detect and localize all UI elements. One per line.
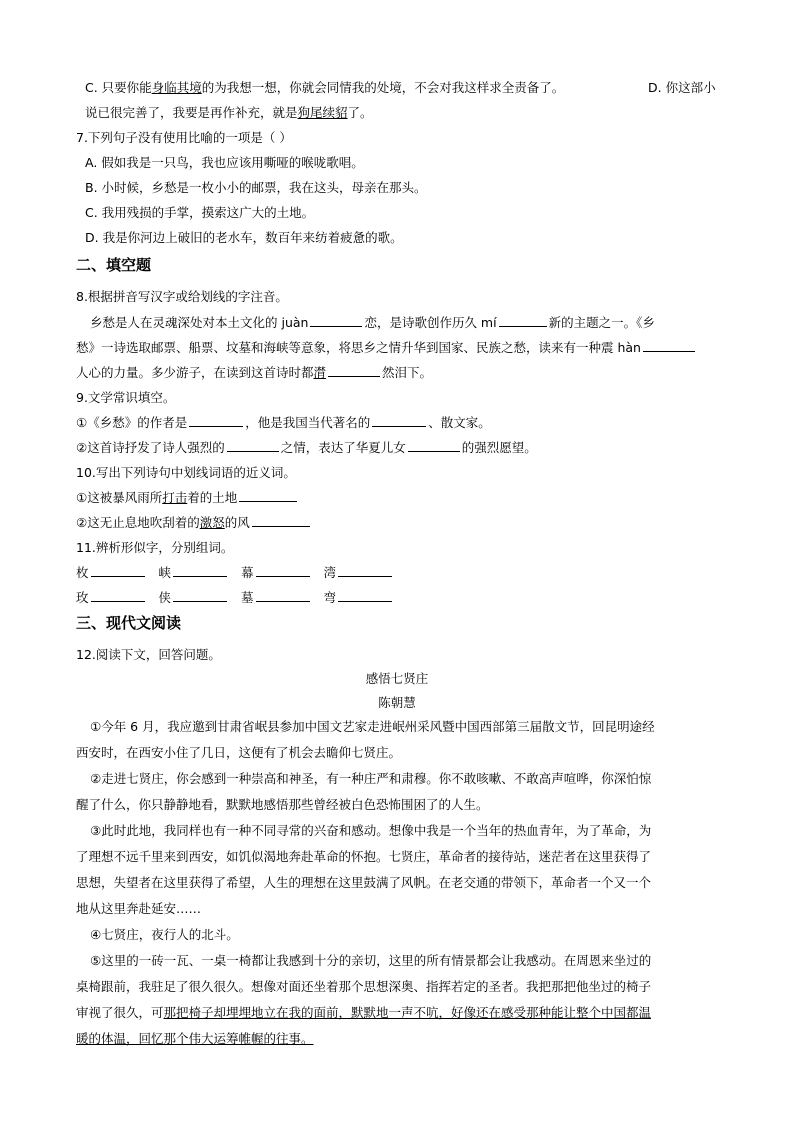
q8-line-1: 乡愁是人在灵魂深处对本土文化的 juàn 恋，是诗歌创作历久 mí 新的主题之一。《乡 — [90, 315, 655, 330]
paragraph-3-line-2: 了理想不远千里来到西安，如饥似渴地奔赴革命的怀抱。七贤庄，革命者的接待站，迷茫者在这里获得了 — [76, 849, 652, 864]
blank[interactable] — [372, 414, 426, 427]
blank[interactable] — [91, 564, 145, 577]
paragraph-5-line-3: 审视了很久，可那把椅子却埋埋地立在我的面前，默默地一声不吭，好像还在感受那种能让整个中国都温 — [76, 1005, 652, 1020]
blank[interactable] — [256, 564, 310, 577]
q6-option-c: C. 只要你能身临其境的为我想一想，你就会同情我的处境，不会对我这样求全责备了。 — [85, 80, 565, 95]
q12-stem: 12.阅读下文，回答问题。 — [76, 647, 221, 662]
q9-stem: 9.文学常识填空。 — [76, 390, 176, 405]
q11-row-2: 玫 侠 墓 弯 — [76, 589, 392, 607]
article-author: 陈朝慧 — [378, 695, 416, 710]
q7-stem: 7.下列句子没有使用比喻的一项是（ ） — [76, 130, 292, 145]
blank[interactable] — [256, 589, 310, 602]
section-heading-fill-in: 二、填空题 — [76, 256, 152, 274]
paragraph-3-line-3: 思想，失望者在这里获得了希望，人生的理想在这里鼓满了风帆。在老交通的带领下，革命者一个又一个 — [76, 875, 652, 890]
paragraph-4: ④七贤庄，夜行人的北斗。 — [90, 927, 239, 942]
q8-line-3: 人心的力量。多少游子，在读到这首诗时都潸 然泪下。 — [76, 365, 433, 380]
blank[interactable] — [643, 339, 695, 352]
q7-option-d: D. 我是你河边上破旧的老水车，数百年来纺着疲惫的歌。 — [85, 230, 403, 245]
q6-option-d-cont: 说已很完善了，我要是再作补充，就是狗尾续貂了。 — [85, 105, 373, 120]
blank[interactable] — [173, 564, 227, 577]
paragraph-5-line-1: ⑤这里的一砖一瓦、一桌一椅都让我感到十分的亲切，这里的所有情景都会让我感动。在周恩来坐过的 — [90, 953, 652, 968]
paragraph-3-line-1: ③此时此地，我同样也有一种不同寻常的兴奋和感动。想像中我是一个当年的热血青年，为了革命，为 — [90, 823, 652, 838]
blank[interactable] — [408, 439, 460, 452]
paragraph-2-line-2: 醒了什么，你只静静地看，默默地感悟那些曾经被白色恐怖围困了的人生。 — [76, 797, 489, 812]
q8-line-2: 愁》一诗选取邮票、船票、坟墓和海峡等意象，将思乡之情升华到国家、民族之愁，读来有一种震 hàn — [76, 339, 695, 357]
q10-line-1: ①这被暴风雨所打击着的土地 — [76, 489, 297, 507]
q7-option-c: C. 我用残损的手掌，摸索这广大的土地。 — [85, 205, 315, 220]
blank[interactable] — [499, 314, 547, 327]
q10-line-2: ②这无止息地吹刮着的激怒的风 — [76, 514, 310, 532]
blank[interactable] — [239, 489, 297, 502]
q9-line-1: ①《乡愁》的作者是 ，他是我国当代著名的 、散文家。 — [76, 415, 491, 430]
q10-stem: 10.写出下列诗句中划线词语的近义词。 — [76, 465, 296, 480]
paragraph-1-line-2: 西安时，在西安小住了几日，这便有了机会去瞻仰七贤庄。 — [76, 745, 402, 760]
q11-row-1: 枚 峡 幕 湾 — [76, 564, 392, 582]
section-heading-reading: 三、现代文阅读 — [76, 614, 182, 632]
paragraph-5-line-4: 暖的体温，回忆那个伟大运筹帷幄的往事。 — [76, 1031, 314, 1046]
blank[interactable] — [227, 439, 279, 452]
article-title: 感悟七贤庄 — [365, 671, 429, 686]
blank[interactable] — [328, 364, 380, 377]
blank[interactable] — [173, 589, 227, 602]
paragraph-3-line-4: 地从这里奔赴延安…… — [76, 901, 202, 916]
q6-option-d-start: D. 你这部小 — [648, 80, 716, 95]
q7-option-a: A. 假如我是一只鸟，我也应该用嘶哑的喉咙歌唱。 — [85, 155, 364, 170]
blank[interactable] — [252, 514, 310, 527]
q7-option-b: B. 小时候，乡愁是一枚小小的邮票，我在这头，母亲在那头。 — [85, 180, 427, 195]
blank[interactable] — [310, 314, 362, 327]
blank[interactable] — [91, 589, 145, 602]
q11-stem: 11.辨析形似字，分别组词。 — [76, 540, 234, 555]
paragraph-5-line-2: 桌椅跟前，我驻足了很久很久。想像对面还坐着那个思想深奥、指挥若定的圣者。我把那把他坐过的椅子 — [76, 979, 652, 994]
paragraph-2-line-1: ②走进七贤庄，你会感到一种崇高和神圣，有一种庄严和肃穆。你不敢咳嗽、不敢高声喧哗，你深怕惊 — [90, 771, 652, 786]
blank[interactable] — [189, 414, 243, 427]
blank[interactable] — [338, 564, 392, 577]
q9-line-2: ②这首诗抒发了诗人强烈的 之情，表达了华夏儿女 的强烈愿望。 — [76, 440, 537, 455]
q8-stem: 8.根据拼音写汉字或给划线的字注音。 — [76, 289, 288, 304]
blank[interactable] — [338, 589, 392, 602]
paragraph-1-line-1: ①今年 6 月，我应邀到甘肃省岷县参加中国文艺家走进岷州采风暨中国西部第三届散文节，回昆明途经 — [90, 719, 655, 734]
